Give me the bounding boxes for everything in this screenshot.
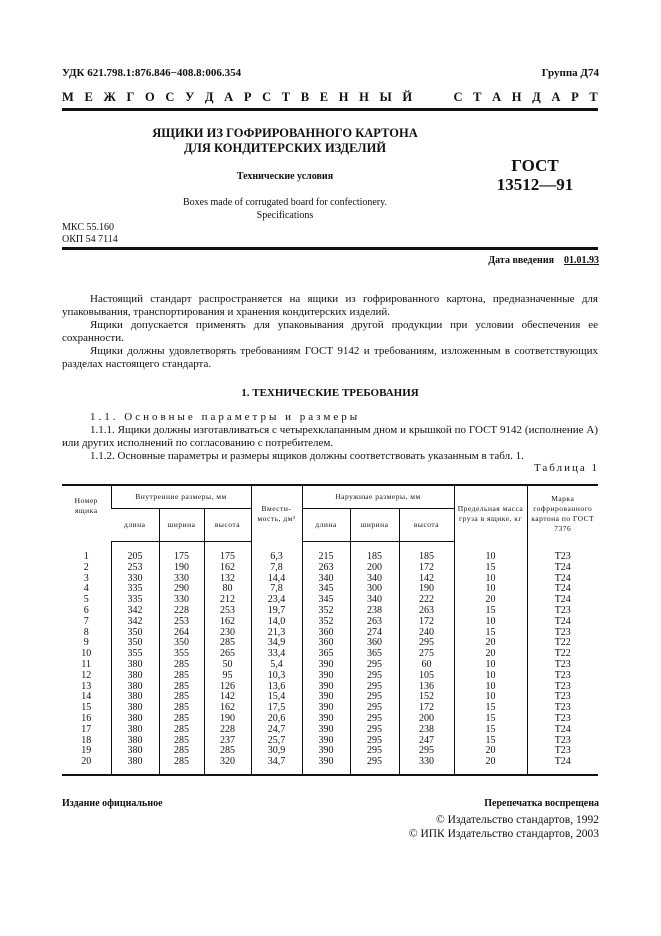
table-cell: 285 [159,703,204,714]
header-board-grade: Марка гофрированного картона по ГОСТ 7376 [527,485,598,542]
table-cell: 172 [399,703,454,714]
banner-letter: Е [84,90,93,104]
table-cell: Т24 [527,757,598,775]
table-cell: 345 [302,595,350,606]
table-cell: 17 [81,723,92,735]
table-cell: 15 [454,563,527,574]
table-cell: 330 [159,574,204,585]
table-cell: 212 [204,595,251,606]
gost-number: 13512—91 [496,175,574,194]
table-cell: 285 [159,714,204,725]
table-cell: Т23 [527,736,598,747]
banner-letter: А [551,90,561,104]
table-cell: 3 [83,572,89,584]
table-cell: 8 [83,626,89,638]
table-cell: Т22 [527,649,598,660]
table-cell: 263 [350,617,399,628]
banner-letter: Н [338,90,349,104]
document-subtitle: Технические условия [236,171,334,182]
table-cell: 295 [350,660,399,671]
banner-letter: Р [571,90,579,104]
table-cell: 11 [81,658,92,670]
table-cell: 360 [302,628,350,639]
table-cell: 295 [350,736,399,747]
table-cell: 60 [399,660,454,671]
table-cell: 15 [454,725,527,736]
table-cell: 365 [350,649,399,660]
table-cell: 105 [399,671,454,682]
table-cell: 355 [159,649,204,660]
table-cell: 228 [159,606,204,617]
section-heading: 1. ТЕХНИЧЕСКИЕ ТРЕБОВАНИЯ [241,387,419,399]
table-cell: 295 [350,725,399,736]
english-title [130,196,440,222]
banner-letter: С [262,90,272,104]
table-cell: 390 [302,757,350,775]
table-cell: 17,5 [251,703,302,714]
table-cell: 19 [81,745,92,757]
table-row [62,725,598,736]
table-cell: 350 [111,638,159,649]
table-cell: 342 [111,606,159,617]
header-max-mass: Предельная масса груза в ящике, кг [454,485,527,542]
table-cell: 285 [159,692,204,703]
table-cell: 290 [159,584,204,595]
banner-letter: Т [281,90,291,104]
english-title-line-2: Specifications [256,210,314,221]
subsection-heading: 1.1. Основные параметры и размеры [90,411,361,423]
table-cell: 142 [399,574,454,585]
table-cell: 330 [399,757,454,775]
table-cell: Т23 [527,628,598,639]
table-cell: 230 [204,628,251,639]
table-cell: 15 [454,714,527,725]
table-cell: 10 [454,617,527,628]
table-cell: 340 [350,595,399,606]
table-cell: 340 [350,574,399,585]
table-cell: 295 [399,746,454,757]
table-cell: 390 [302,671,350,682]
header-outer-dimensions: Наружные размеры, мм [302,485,454,509]
table-cell: 10 [454,671,527,682]
table-cell: 20 [454,757,527,775]
table-cell: 132 [204,574,251,585]
table-cell: 2 [83,561,89,573]
table-cell: 295 [350,746,399,757]
table-cell: 275 [399,649,454,660]
intro-paragraph-1: Настоящий стандарт распространяется на ящики из гофрированного картона, предназначенные для упаковывания, транспортирования и хранения кондитерских изделий. [62,293,598,318]
table-cell: 126 [204,682,251,693]
table-cell: 14,0 [251,617,302,628]
paragraph-1-1-2: 1.1.2. Основные параметры и размеры ящиков должны соответствовать указанным в табл. 1. [90,450,524,462]
table-cell: 342 [111,617,159,628]
table-cell: 10 [454,660,527,671]
banner-letter: Ж [103,90,116,104]
table-cell: 390 [302,714,350,725]
banner-letter: Д [532,90,541,104]
table-cell: Т23 [527,692,598,703]
banner-letter: М [62,90,74,104]
banner-letter: Й [402,90,413,104]
table-cell: 380 [111,703,159,714]
table-cell: 274 [350,628,399,639]
table-cell: 238 [350,606,399,617]
table-cell: Т24 [527,563,598,574]
table-cell: 136 [399,682,454,693]
table-cell: 24,7 [251,725,302,736]
table-cell: 335 [111,595,159,606]
document-title [150,126,420,156]
banner-letter: В [300,90,310,104]
table-cell: Т23 [527,542,598,563]
table-cell: 200 [399,714,454,725]
table-cell: 237 [204,736,251,747]
banner-letter: Е [319,90,329,104]
table-cell: Т23 [527,660,598,671]
table-cell: Т24 [527,595,598,606]
banner-letter: Ы [379,90,392,104]
header-outer-length: длина [302,509,350,542]
table-cell: 7,8 [251,584,302,595]
table-cell: 10 [81,648,92,660]
table-cell: 50 [204,660,251,671]
table-cell: 12 [81,669,92,681]
banner-letter: Д [204,90,214,104]
official-edition: Издание официальное [62,798,163,809]
table-cell: 190 [204,714,251,725]
table-cell: 10 [454,542,527,563]
header-inner-dimensions: Внутренние размеры, мм [111,485,251,509]
gost-label: ГОСТ [511,156,559,175]
banner-letter: А [492,90,502,104]
date-label: Дата введения [488,255,554,266]
table-cell: 15 [454,628,527,639]
table-cell: 10,3 [251,671,302,682]
table-cell: 14 [81,691,92,703]
table-cell: 380 [111,746,159,757]
mks-code: МКС 55.160 [62,222,114,233]
table-cell: 20 [454,595,527,606]
table-cell: Т24 [527,574,598,585]
table-cell: 172 [399,617,454,628]
table-cell: 95 [204,671,251,682]
table-cell: 23,4 [251,595,302,606]
table-cell: 380 [111,660,159,671]
table-cell: 340 [302,574,350,585]
table-cell: 185 [350,542,399,563]
copyright-2003: © ИПК Издательство стандартов, 2003 [408,828,599,840]
table-cell: 265 [204,649,251,660]
table-cell: 18 [81,734,92,746]
table-cell: 7 [83,615,89,627]
table-cell: 380 [111,692,159,703]
table-cell: 380 [111,682,159,693]
table-cell: Т23 [527,671,598,682]
table-cell: 390 [302,682,350,693]
table-cell: 285 [159,660,204,671]
table-cell: 142 [204,692,251,703]
table-cell: 380 [111,736,159,747]
reprint-notice: Перепечатка воспрещена [484,798,599,809]
classification-codes [62,222,118,246]
table-cell: 33,4 [251,649,302,660]
title-line-2: ДЛЯ КОНДИТЕРСКИХ ИЗДЕЛИЙ [183,141,387,155]
table-cell: 264 [159,628,204,639]
table-cell: 1 [83,550,89,562]
date-value: 01.01.93 [564,255,599,266]
table-cell: 390 [302,736,350,747]
table-cell: 15 [454,606,527,617]
table-cell: 295 [350,692,399,703]
table-cell: 15 [81,702,92,714]
table-cell: Т23 [527,703,598,714]
table-cell: Т22 [527,638,598,649]
title-line-1: ЯЩИКИ ИЗ ГОФРИРОВАННОГО КАРТОНА [152,126,418,140]
table-cell: 350 [111,628,159,639]
table-cell: 222 [399,595,454,606]
table-cell: 16 [81,712,92,724]
table-cell: 80 [204,584,251,595]
table-cell: 360 [350,638,399,649]
banner-letter: У [185,90,195,104]
table-cell: 20,6 [251,714,302,725]
banner-letter: А [224,90,234,104]
table-cell: 330 [111,574,159,585]
table-cell: 285 [159,671,204,682]
table-cell: 15 [454,703,527,714]
table-cell: 10 [454,574,527,585]
table-cell: 162 [204,617,251,628]
table-cell: Т23 [527,714,598,725]
table-cell: 34,9 [251,638,302,649]
table-cell: 5 [83,594,89,606]
table-cell: 335 [111,584,159,595]
okp-code: ОКП 54 7114 [62,234,118,245]
table-cell: 253 [204,606,251,617]
table-cell: 295 [350,671,399,682]
table-cell: 190 [159,563,204,574]
section-text [62,424,598,463]
header-outer-width: ширина [350,509,399,542]
table-cell: 20 [454,638,527,649]
table-cell: 34,7 [251,757,302,775]
table-cell: Т23 [527,746,598,757]
table-cell: 162 [204,563,251,574]
table-cell: 6,3 [251,542,302,563]
header-divider [62,108,598,111]
table-cell: 300 [350,584,399,595]
table-cell: 14,4 [251,574,302,585]
banner-letter: О [145,90,155,104]
table-cell: 20 [454,746,527,757]
table-cell: 175 [204,542,251,563]
table-row [62,757,598,775]
table-cell: 285 [159,736,204,747]
table-cell: 390 [302,692,350,703]
table-cell: 285 [159,725,204,736]
intro-paragraph-3: Ящики должны удовлетворять требованиям ГОСТ 9142 и требованиям, изложенным в соответствующих разделах настоящего стандарта. [62,345,598,370]
udk-code: УДК 621.798.1:876.846−408.8:006.354 [62,67,242,79]
header-inner-width: ширина [159,509,204,542]
table-cell: Т24 [527,617,598,628]
banner-letter: Р [243,90,252,104]
table-cell: 390 [302,746,350,757]
table-cell: 285 [159,746,204,757]
table-cell: 295 [350,703,399,714]
table-cell: 162 [204,703,251,714]
table-cell: 247 [399,736,454,747]
table-cell: 263 [399,606,454,617]
table-cell: 152 [399,692,454,703]
header-capacity: Вмести-мость, дм³ [251,485,302,542]
paragraph-1-1-1: 1.1.1. Ящики должны изготавливаться с четырехклапанным дном и крышкой по ГОСТ 9142 (исполнение А) или других исполнений по согласованию с потребителем. [62,424,598,449]
banner-letter: С [165,90,175,104]
table-cell: 6 [83,604,89,616]
table-cell: 238 [399,725,454,736]
header-inner-height: высота [204,509,251,542]
table-cell: 205 [111,542,159,563]
table-label: Таблица 1 [533,462,599,474]
table-cell: 380 [111,714,159,725]
table-cell: Т24 [527,725,598,736]
table-cell: 10 [454,682,527,693]
header-inner-length: длина [111,509,159,542]
table-cell: 228 [204,725,251,736]
table-cell: 390 [302,725,350,736]
table-cell: 190 [399,584,454,595]
table-cell: 390 [302,703,350,714]
table-cell: 295 [399,638,454,649]
table-cell: 352 [302,606,350,617]
interstate-standard-banner [62,90,598,105]
table-row [62,671,598,682]
table-cell: 330 [159,595,204,606]
table-cell: 20 [454,649,527,660]
table-cell: 9 [83,637,89,649]
table-cell: 295 [350,714,399,725]
table-cell: 285 [204,746,251,757]
table-cell: 25,7 [251,736,302,747]
english-title-line-1: Boxes made of corrugated board for confectionery. [183,197,387,208]
table-cell: 20 [62,757,111,775]
table-cell: 380 [111,725,159,736]
header-box-number: Номер ящика [62,485,111,542]
table-cell: 345 [302,584,350,595]
table-cell: Т24 [527,584,598,595]
table-cell: 15 [454,736,527,747]
banner-letter: Т [473,90,482,104]
table-cell: Т23 [527,682,598,693]
effective-date [488,255,599,266]
table-cell: 30,9 [251,746,302,757]
table-cell: 285 [204,638,251,649]
table-cell: 295 [350,682,399,693]
copyright-1992: © Издательство стандартов, 1992 [435,814,599,826]
intro-text [62,293,598,371]
table-cell: 10 [454,584,527,595]
table-row [62,617,598,628]
table-cell: 380 [111,757,159,775]
banner-letter: Г [126,90,135,104]
table-cell: Т23 [527,606,598,617]
table-cell: 185 [399,542,454,563]
table-cell: 350 [159,638,204,649]
banner-letter: С [453,90,463,104]
table-cell: 4 [83,583,89,595]
table-cell: 263 [302,563,350,574]
table-cell: 200 [350,563,399,574]
banner-letter: Н [511,90,522,104]
table-cell: 253 [111,563,159,574]
table-cell: 320 [204,757,251,775]
table-cell: 19,7 [251,606,302,617]
table-cell: 10 [454,692,527,703]
table-cell: 355 [111,649,159,660]
table-cell: 285 [159,757,204,775]
table-cell: 215 [302,542,350,563]
table-cell: 285 [159,682,204,693]
table-cell: 172 [399,563,454,574]
copyright [409,813,599,841]
table-cell: 365 [302,649,350,660]
table-cell: 21,3 [251,628,302,639]
table-cell: 390 [302,660,350,671]
gost-designation [470,156,600,194]
table-cell: 5,4 [251,660,302,671]
banner-letter [423,90,443,105]
table-cell: 13 [81,680,92,692]
group-code: Группа Д74 [541,67,599,79]
table-cell: 360 [302,638,350,649]
table-row [62,542,598,563]
table-cell: 295 [350,757,399,775]
box-dimensions-table [62,484,598,776]
table-cell: 240 [399,628,454,639]
table-cell: 15,4 [251,692,302,703]
intro-paragraph-2: Ящики допускается применять для упаковывания другой продукции при условии обеспечения ее сохранности. [62,319,598,344]
table-cell: 380 [111,671,159,682]
table-cell: 13,6 [251,682,302,693]
table-row [62,563,598,574]
banner-letter: Н [359,90,369,104]
header-outer-height: высота [399,509,454,542]
table-cell: 7,8 [251,563,302,574]
table-cell: 352 [302,617,350,628]
table-cell: 175 [159,542,204,563]
banner-letter: Т [589,90,598,104]
title-divider [62,247,598,250]
table-cell: 253 [159,617,204,628]
